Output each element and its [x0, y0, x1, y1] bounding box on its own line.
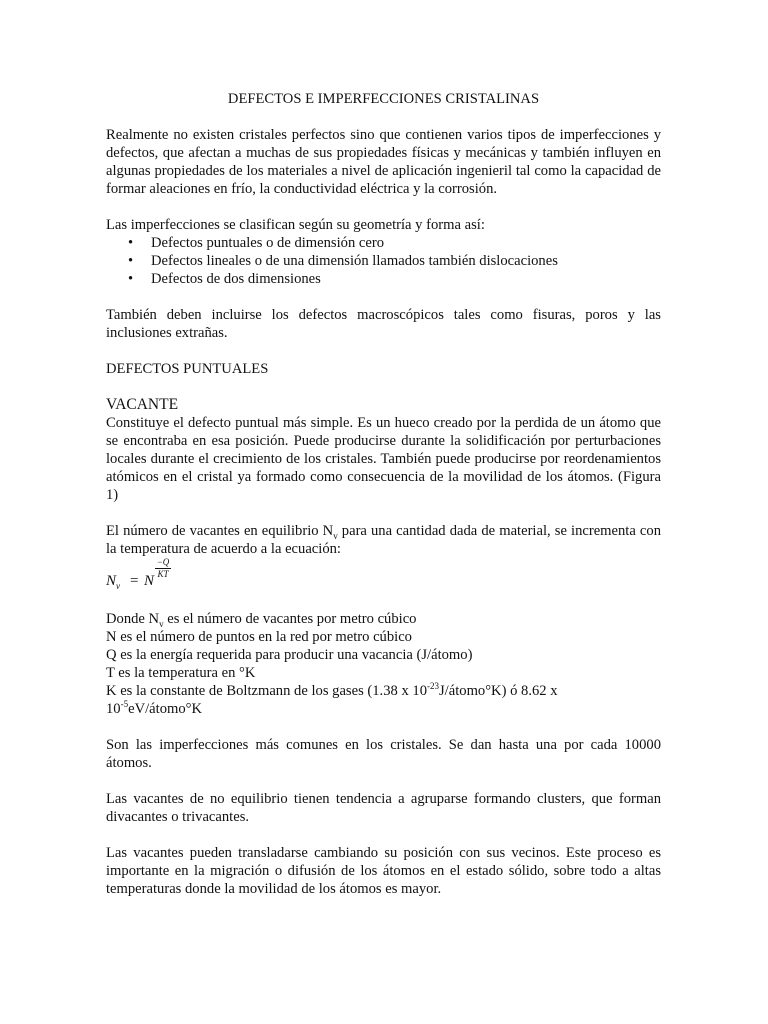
equilibrium-text-post: para una cantidad dada de material, se incrementa con la temperatura de acuerdo a la ecuación: [106, 523, 662, 557]
equilibrium-paragraph [106, 522, 661, 558]
formula-lhs-symbol: N [106, 573, 117, 589]
subsection-heading: VACANTE [106, 396, 179, 413]
definition-k-line2-post: eV/átomo°K [128, 701, 203, 717]
formula-equals: = [130, 573, 139, 589]
intro-paragraph: Realmente no existen cristales perfectos sino que contienen varios tipos de imperfecciones y defectos, que afectan a muchas de sus propiedades físicas y mecánicas y también influyen en algunas propiedades de los materiales a nivel de aplicación ingenieril tal como la capacidad de formar aleaciones en frío, la conductividad eléctrica y la corrosión. [106, 127, 661, 197]
equilibrium-text-pre: El número de vacantes en equilibrio N [106, 523, 334, 539]
definition-k-mid: J/átomo°K) ó 8.62 x [439, 683, 558, 699]
formula-base: N [144, 573, 155, 589]
vacancy-formula [106, 558, 661, 600]
definition-k-line2 [106, 700, 661, 718]
section-heading: DEFECTOS PUNTUALES [106, 361, 269, 377]
definition-k [106, 682, 661, 700]
document-page [106, 90, 661, 916]
definition-nv-pre: Donde N [106, 611, 160, 627]
formula-lhs [106, 572, 120, 595]
equilibrium-subscript: v [333, 530, 338, 541]
macro-paragraph: También deben incluirse los defectos macroscópicos tales como fisuras, poros y las inclusiones extrañas. [106, 307, 661, 341]
definition-k-line2-pre: 10 [106, 701, 121, 717]
definition-k-exponent-1: -23 [427, 681, 439, 692]
definition-k-exponent-2: -5 [120, 699, 129, 710]
migration-paragraph: Las vacantes pueden transladarse cambiando su posición con sus vecinos. Este proceso es importante en la migración o difusión de los átomos en el estado sólido, sobre todo a altas temperaturas donde la movilidad de los átomos es mayor. [106, 845, 661, 897]
list-item: • Defectos de dos dimensiones [151, 270, 661, 288]
definition-nv-post: es el número de vacantes por metro cúbico [163, 611, 417, 627]
definition-q: Q es la energía requerida para producir una vacancia (J/átomo) [106, 647, 473, 663]
formula-lhs-subscript: v [116, 581, 121, 591]
vacancy-paragraph: Constituye el defecto puntual más simple. Es un hueco creado por la perdida de un átomo que se encontraba en esa posición. Puede producirse durante la solidificación por perturbaciones locales durante el crecimiento de los cristales. También puede producirse por reordenamientos atómicos en el cristal ya formado como consecuencia de la movilidad de los átomos. (Figura 1) [106, 415, 661, 503]
formula-exponent-denominator: KT [157, 569, 169, 579]
formula-exponent [155, 558, 171, 579]
document-title: DEFECTOS E IMPERFECCIONES CRISTALINAS [227, 91, 540, 107]
definition-n: N es el número de puntos en la red por metro cúbico [106, 629, 412, 645]
definition-nv-subscript: v [159, 618, 164, 629]
list-item: • Defectos puntuales o de dimensión cero [151, 234, 661, 252]
list-item: • Defectos lineales o de una dimensión llamados también dislocaciones [151, 252, 661, 270]
definition-nv [106, 610, 661, 628]
formula-exponent-numerator: −Q [156, 557, 170, 567]
definition-t: T es la temperatura en °K [106, 665, 256, 681]
classification-intro: Las imperfecciones se clasifican según su geometría y forma así: [106, 217, 485, 233]
definitions-block [106, 610, 661, 718]
clusters-paragraph: Las vacantes de no equilibrio tienen tendencia a agruparse formando clusters, que forman divacantes o trivacantes. [106, 791, 661, 825]
common-paragraph: Son las imperfecciones más comunes en los cristales. Se dan hasta una por cada 10000 átomos. [106, 737, 661, 771]
classification-list [106, 234, 661, 288]
definition-k-pre: K es la constante de Boltzmann de los gases (1.38 x 10 [106, 683, 427, 699]
